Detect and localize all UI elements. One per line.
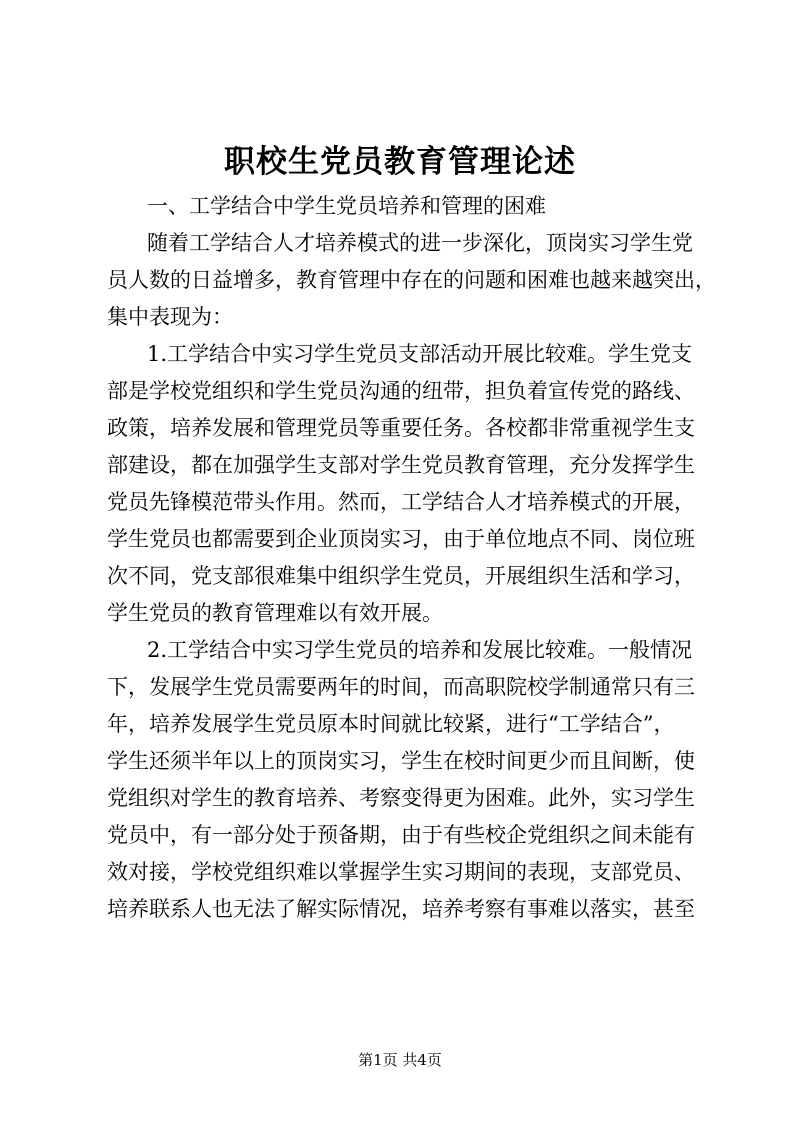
paragraph-1 <box>107 225 716 336</box>
paragraph-3 <box>107 632 713 928</box>
paragraph-line: 年，培养发展学生党员原本时间就比较紧，进行“工学结合”， <box>107 712 675 736</box>
paragraph-line: 政策，培养发展和管理党员等重要任务。各校都非常重视学生支 <box>107 416 695 440</box>
paragraph-line: 次不同，党支部很难集中组织学生党员，开展组织生活和学习， <box>107 564 695 588</box>
paragraph-line: 效对接，学校党组织难以掌握学生实习期间的表现，支部党员、 <box>107 860 695 884</box>
paragraph-line: 员人数的日益增多，教育管理中存在的问题和困难也越来越突出， <box>107 268 716 292</box>
paragraph-line: 党组织对学生的教育培养、考察变得更为困难。此外，实习学生 <box>107 786 695 810</box>
paragraph-line: 学生党员也都需要到企业顶岗实习，由于单位地点不同、岗位班 <box>107 527 695 551</box>
paragraph-line: 党员先锋模范带头作用。然而，工学结合人才培养模式的开展， <box>107 490 695 514</box>
paragraph-line: 培养联系人也无法了解实际情况，培养考察有事难以落实，甚至 <box>107 897 695 921</box>
paragraph-2 <box>107 336 713 632</box>
paragraph-line: 下，发展学生党员需要两年的时间，而高职院校学制通常只有三 <box>107 675 695 699</box>
document-title: 职校生党员教育管理论述 <box>224 144 576 180</box>
document-body <box>107 188 716 928</box>
paragraph-line: 学生还须半年以上的顶岗实习，学生在校时间更少而且间断，使 <box>107 749 695 773</box>
paragraph-line: 部是学校党组织和学生党员沟通的纽带，担负着宣传党的路线、 <box>107 379 695 403</box>
page-footer: 第1页 共4页 <box>358 1051 442 1069</box>
paragraph-line: 随着工学结合人才培养模式的进一步深化，顶岗实习学生党 <box>147 231 693 255</box>
paragraph-line: 2.工学结合中实习学生党员的培养和发展比较难。一般情况 <box>147 638 693 662</box>
paragraph-line: 学生党员的教育管理难以有效开展。 <box>107 601 443 625</box>
paragraph-line: 党员中，有一部分处于预备期，由于有些校企党组织之间未能有 <box>107 823 695 847</box>
section-heading <box>107 188 713 225</box>
paragraph-line: 1.工学结合中实习学生党员支部活动开展比较难。学生党支 <box>147 342 693 366</box>
section-heading-text: 一、工学结合中学生党员培养和管理的困难 <box>147 194 546 218</box>
paragraph-line: 集中表现为： <box>107 305 233 329</box>
paragraph-line: 部建设，都在加强学生支部对学生党员教育管理，充分发挥学生 <box>107 453 695 477</box>
